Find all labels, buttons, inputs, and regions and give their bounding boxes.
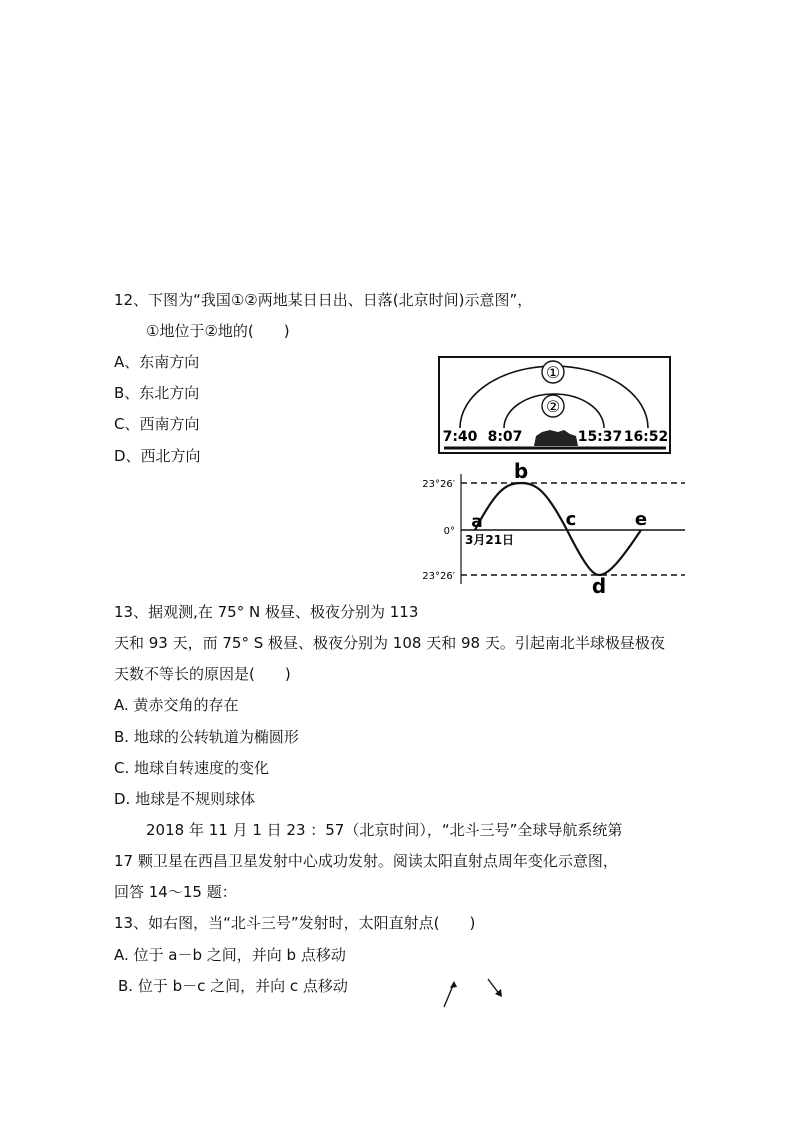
date-label: 3月21日 — [465, 533, 515, 547]
point-d-label: d — [591, 574, 607, 596]
label-lat-bottom: 23°26′ — [422, 571, 455, 582]
q12-stem-line1: 12、下图为“我国①②两地某日日出、日落(北京时间)示意图”， — [114, 291, 533, 309]
q12-option-a: A、东南方向 — [114, 353, 200, 371]
time-sunset-2: 15:37 — [577, 429, 623, 445]
marker-location-2: ② — [545, 397, 561, 416]
q13a-option-b: B. 地球的公转轨道为椭圆形 — [114, 728, 299, 746]
q12-option-c: C、西南方向 — [114, 415, 200, 433]
marker-location-1: ① — [545, 363, 561, 382]
q13a-stem-line2: 天和 93 天，而 75° S 极昼、极夜分别为 108 天和 98 天。引起南北半球极昼极夜 — [114, 634, 665, 652]
passage-line2: 17 颗卫星在西昌卫星发射中心成功发射。阅读太阳直射点周年变化示意图， — [114, 852, 618, 870]
point-b-label: b — [513, 462, 529, 483]
passage-line3: 回答 14～15 题： — [114, 883, 237, 901]
time-sunrise-1: 7:40 — [442, 429, 478, 445]
time-sunrise-2: 8:07 — [487, 429, 523, 445]
q13b-option-b: B. 位于 b－c 之间，并向 c 点移动 — [118, 977, 348, 995]
q12-option-d: D、西北方向 — [114, 447, 201, 465]
arrows-graphic — [436, 975, 512, 1011]
q13b-stem: 13、如右图，当“北斗三号”发射时，太阳直射点( ) — [114, 914, 476, 932]
point-a-label: a — [471, 512, 483, 532]
subsolar-curve — [475, 483, 641, 575]
q13a-option-c: C. 地球自转速度的变化 — [114, 759, 270, 777]
q13a-stem-line3: 天数不等长的原因是( ) — [114, 665, 291, 683]
q13a-option-d: D. 地球是不规则球体 — [114, 790, 256, 808]
q13a-stem-line1: 13、据观测,在 75° N 极昼、极夜分别为 113 — [114, 603, 419, 621]
q12-stem-line2: ①地位于②地的( ) — [146, 322, 290, 340]
time-sunset-1: 16:52 — [623, 429, 669, 445]
sunrise-sunset-diagram — [438, 356, 672, 456]
q13a-option-a: A. 黄赤交角的存在 — [114, 696, 239, 714]
label-lat-top: 23°26′ — [422, 479, 455, 490]
passage-line1: 2018 年 11 月 1 日 23 ：57（北京时间），“北斗三号”全球导航系统第 — [146, 821, 623, 839]
point-e-label: e — [634, 509, 648, 530]
q13b-option-a: A. 位于 a－b 之间，并向 b 点移动 — [114, 946, 346, 964]
q12-option-b: B、东北方向 — [114, 384, 200, 402]
subsolar-point-diagram — [415, 462, 687, 596]
point-c-label: c — [565, 509, 577, 530]
label-lat-zero: 0° — [443, 526, 455, 537]
